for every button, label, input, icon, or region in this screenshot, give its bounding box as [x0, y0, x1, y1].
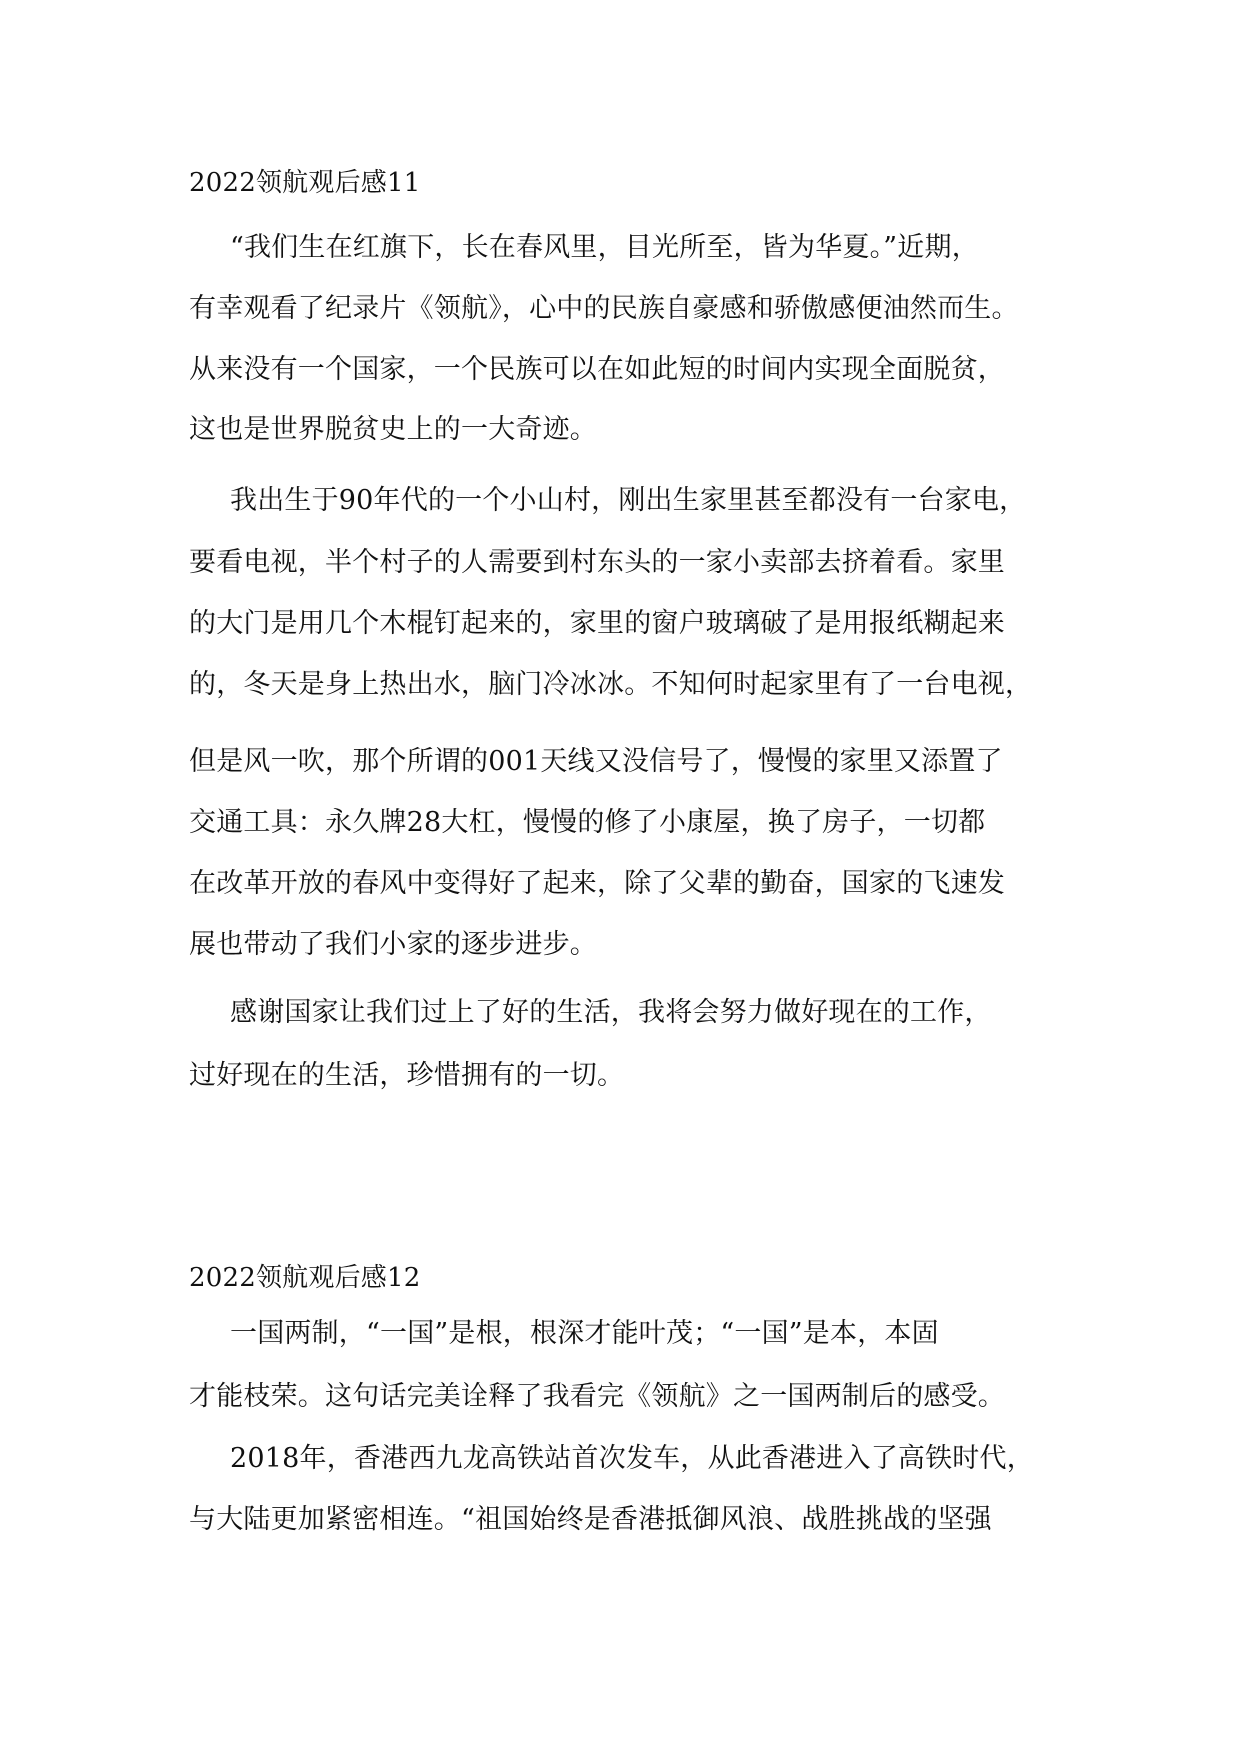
s1-p2-line-1: 我出生于90年代的一个小山村，刚出生家里甚至都没有一台家电，	[230, 485, 1027, 516]
section-1-title: 2022领航观后感11	[189, 168, 421, 198]
s1-p2-line-6: 交通工具：永久牌28大杠，慢慢的修了小康屋，换了房子，一切都	[189, 807, 986, 838]
s1-p1-line-3: 从来没有一个国家，一个民族可以在如此短的时间内实现全面脱贫，	[189, 354, 1005, 385]
s1-p1-line-4: 这也是世界脱贫史上的一大奇迹。	[189, 414, 597, 445]
s1-p2-line-2: 要看电视，半个村子的人需要到村东头的一家小卖部去挤着看。家里	[189, 547, 1005, 578]
s1-p3-line-2: 过好现在的生活，珍惜拥有的一切。	[189, 1060, 625, 1091]
s1-p2-line-7: 在改革开放的春风中变得好了起来，除了父辈的勤奋，国家的飞速发	[189, 868, 1005, 899]
s1-p3-line-1: 感谢国家让我们过上了好的生活，我将会努力做好现在的工作，	[230, 997, 992, 1028]
s2-p1-line-1: 一国两制，“一国”是根，根深才能叶茂；“一国”是本，本固	[230, 1318, 939, 1349]
s1-p2-line-4: 的，冬天是身上热出水，脑门冷冰冰。不知何时起家里有了一台电视，	[189, 669, 1033, 700]
s1-p1-line-2: 有幸观看了纪录片《领航》，心中的民族自豪感和骄傲感便油然而生。	[189, 293, 1019, 324]
s2-p1-line-2: 才能枝荣。这句话完美诠释了我看完《领航》之一国两制后的感受。	[189, 1381, 1005, 1412]
s1-p2-line-3: 的大门是用几个木棍钉起来的，家里的窗户玻璃破了是用报纸糊起来	[189, 608, 1005, 639]
s2-p2-line-2: 与大陆更加紧密相连。“祖国始终是香港抵御风浪、战胜挑战的坚强	[189, 1504, 992, 1535]
s1-p2-line-5: 但是风一吹，那个所谓的001天线又没信号了，慢慢的家里又添置了	[189, 746, 1003, 777]
s2-p2-line-1: 2018年，香港西九龙高铁站首次发车，从此香港进入了高铁时代，	[230, 1443, 1034, 1474]
section-2-title: 2022领航观后感12	[189, 1263, 421, 1293]
s1-p2-line-8: 展也带动了我们小家的逐步进步。	[189, 929, 597, 960]
s1-p1-line-1: “我们生在红旗下，长在春风里，目光所至，皆为华夏。”近期，	[230, 232, 979, 263]
